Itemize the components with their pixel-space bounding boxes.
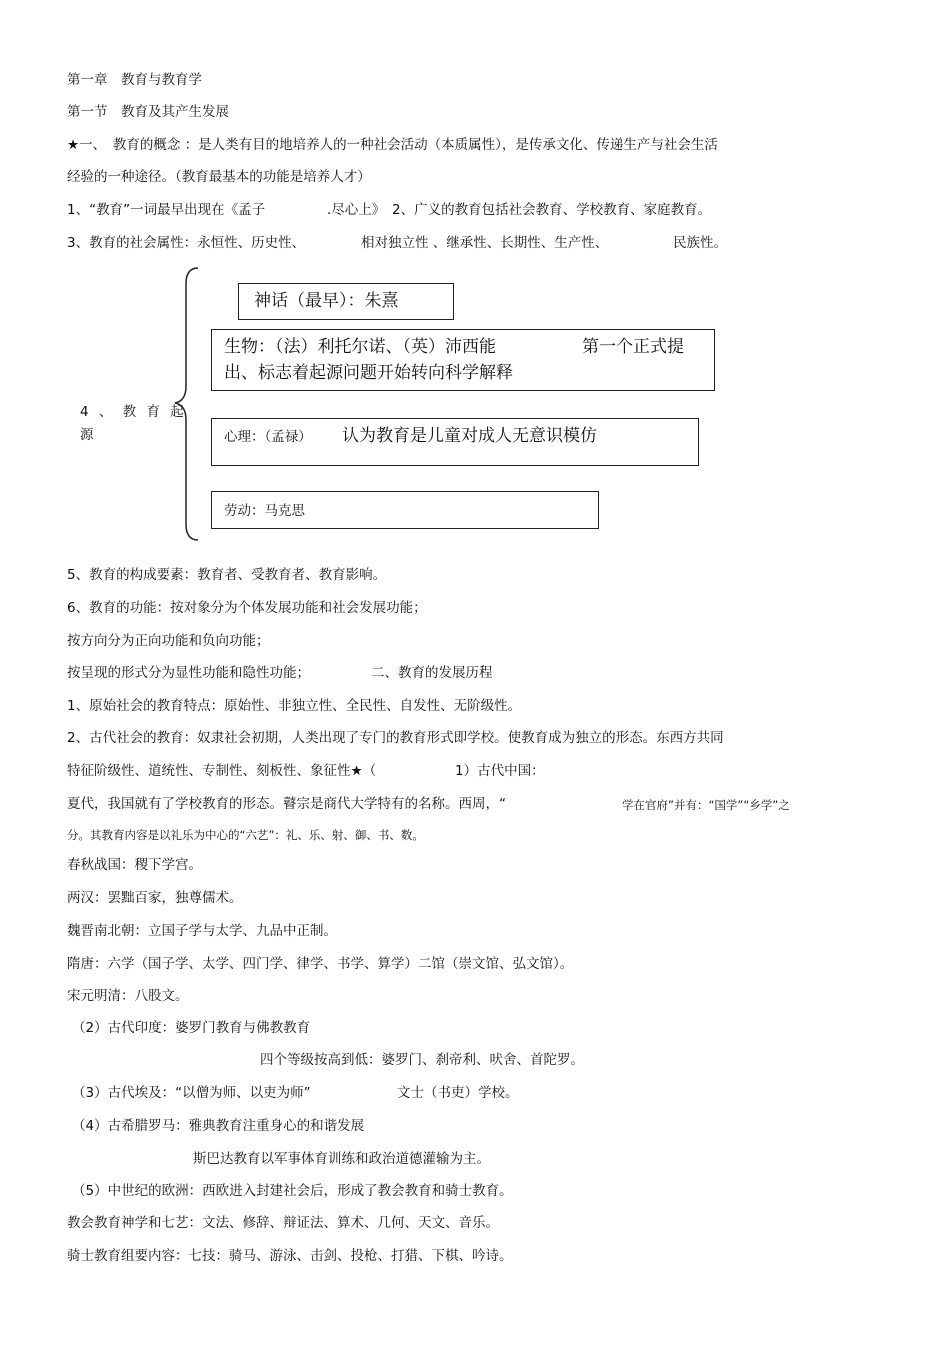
- item3-part-b: 相对独立性 、继承性、长期性、生产性、: [361, 235, 609, 251]
- bio-text-1b: 第一个正式提: [582, 337, 684, 357]
- egypt-line-b: 文士（书吏）学校。: [397, 1085, 519, 1101]
- knight-line: 骑士教育组要内容：七技：骑马、游泳、击剑、投枪、打猎、下棋、吟诗。: [67, 1248, 513, 1264]
- myth-text: 神话（最早）：朱熹: [254, 291, 399, 311]
- sparta-line: 斯巴达教育以军事体育训练和政治道德灌输为主。: [193, 1151, 490, 1167]
- greece-line: （4）古希腊罗马：雅典教育注重身心的和谐发展: [72, 1118, 365, 1134]
- xia-line-a: 夏代，我国就有了学校教育的形态。瞽宗是商代大学特有的名称。西周，“: [67, 796, 506, 812]
- egypt-line-a: （3）古代埃及：“以僧为师、以吏为师”: [72, 1085, 311, 1101]
- concept-line-1: ★一、 教育的概念 ：是人类有目的地培养人的一种社会活动（本质属性），是传承文化、传递生产与社会生活: [67, 137, 718, 153]
- wei-line: 魏晋南北朝：立国子学与太学、九品中正制。: [67, 923, 337, 939]
- item3-part-a: 3、教育的社会属性：永恒性、历史性、: [67, 235, 306, 251]
- ancient-line-2a: 特征阶级性、道统性、专制性、刻板性、象征性★（: [67, 763, 377, 779]
- function-line-3a: 按呈现的形式分为显性功能和隐性功能；: [67, 665, 310, 681]
- item1-part-a: 1、“教育”一词最早出现在《孟子: [67, 202, 266, 218]
- india-caste-line: 四个等级按高到低：婆罗门、刹帝利、吠舍、首陀罗。: [260, 1052, 584, 1068]
- xia-line-c: 分。其教育内容是以礼乐为中心的“六艺”：礼、乐、射、御、书、数。: [67, 828, 424, 842]
- history-heading: 二、教育的发展历程: [371, 665, 493, 681]
- labor-box: [211, 491, 599, 529]
- psych-text-b: 认为教育是儿童对成人无意识模仿: [342, 426, 597, 446]
- xia-line-b: 学在官府”并有：“国学”“乡学”之: [622, 798, 790, 812]
- psych-box: [211, 418, 699, 466]
- item3-part-c: 民族性。: [673, 235, 727, 251]
- ancient-line-2b: 1）古代中国：: [455, 763, 545, 779]
- chapter-heading: 第一章 教育与教育学: [67, 72, 202, 88]
- section-heading: 第一节 教育及其产生发展: [67, 104, 229, 120]
- medieval-line: （5）中世纪的欧洲：西欧进入封建社会后，形成了教会教育和骑士教育。: [72, 1183, 513, 1199]
- item1-part-b: .尽心上》 2、广义的教育包括社会教育、学校教育、家庭教育。: [327, 202, 712, 218]
- bio-text-1a: 生物：（法）利托尔诺、（英）沛西能: [224, 337, 496, 357]
- song-line: 宋元明清：八股文。: [67, 988, 189, 1004]
- han-line: 两汉：罢黜百家，独尊儒术。: [67, 890, 243, 906]
- sui-line: 隋唐：六学（国子学、太学、四门学、律学、书学、算学）二馆（崇文馆、弘文馆）。: [67, 956, 574, 972]
- function-line-2: 按方向分为正向功能和负向功能；: [67, 633, 270, 649]
- myth-box: [238, 283, 454, 320]
- element-line: 5、教育的构成要素：教育者、受教育者、教育影响。: [67, 567, 387, 583]
- india-line: （2）古代印度：婆罗门教育与佛教教育: [72, 1020, 311, 1036]
- ancient-line-1: 2、古代社会的教育：奴隶社会初期，人类出现了专门的教育形式即学校。使教育成为独立的形态。东西方共同: [67, 730, 724, 746]
- psych-text-a: 心理：（孟禄）: [224, 429, 312, 445]
- concept-line-2: 经验的一种途径。（教育最基本的功能是培养人才）: [67, 169, 371, 185]
- bio-text-2: 出、标志着起源问题开始转向科学解释: [224, 363, 513, 383]
- origin-label: 4 、 教 育 起: [80, 404, 187, 420]
- function-line-1: 6、教育的功能：按对象分为个体发展功能和社会发展功能；: [67, 600, 427, 616]
- primitive-line: 1、原始社会的教育特点：原始性、非独立性、全民性、自发性、无阶级性。: [67, 698, 522, 714]
- origin-label-2: 源: [80, 427, 94, 443]
- bio-box: [211, 329, 715, 391]
- chunqiu-line: 春秋战国：稷下学宫。: [67, 857, 202, 873]
- church-line: 教会教育神学和七艺：文法、修辞、辩证法、算术、几何、天文、音乐。: [67, 1215, 499, 1231]
- labor-text: 劳动：马克思: [224, 503, 305, 519]
